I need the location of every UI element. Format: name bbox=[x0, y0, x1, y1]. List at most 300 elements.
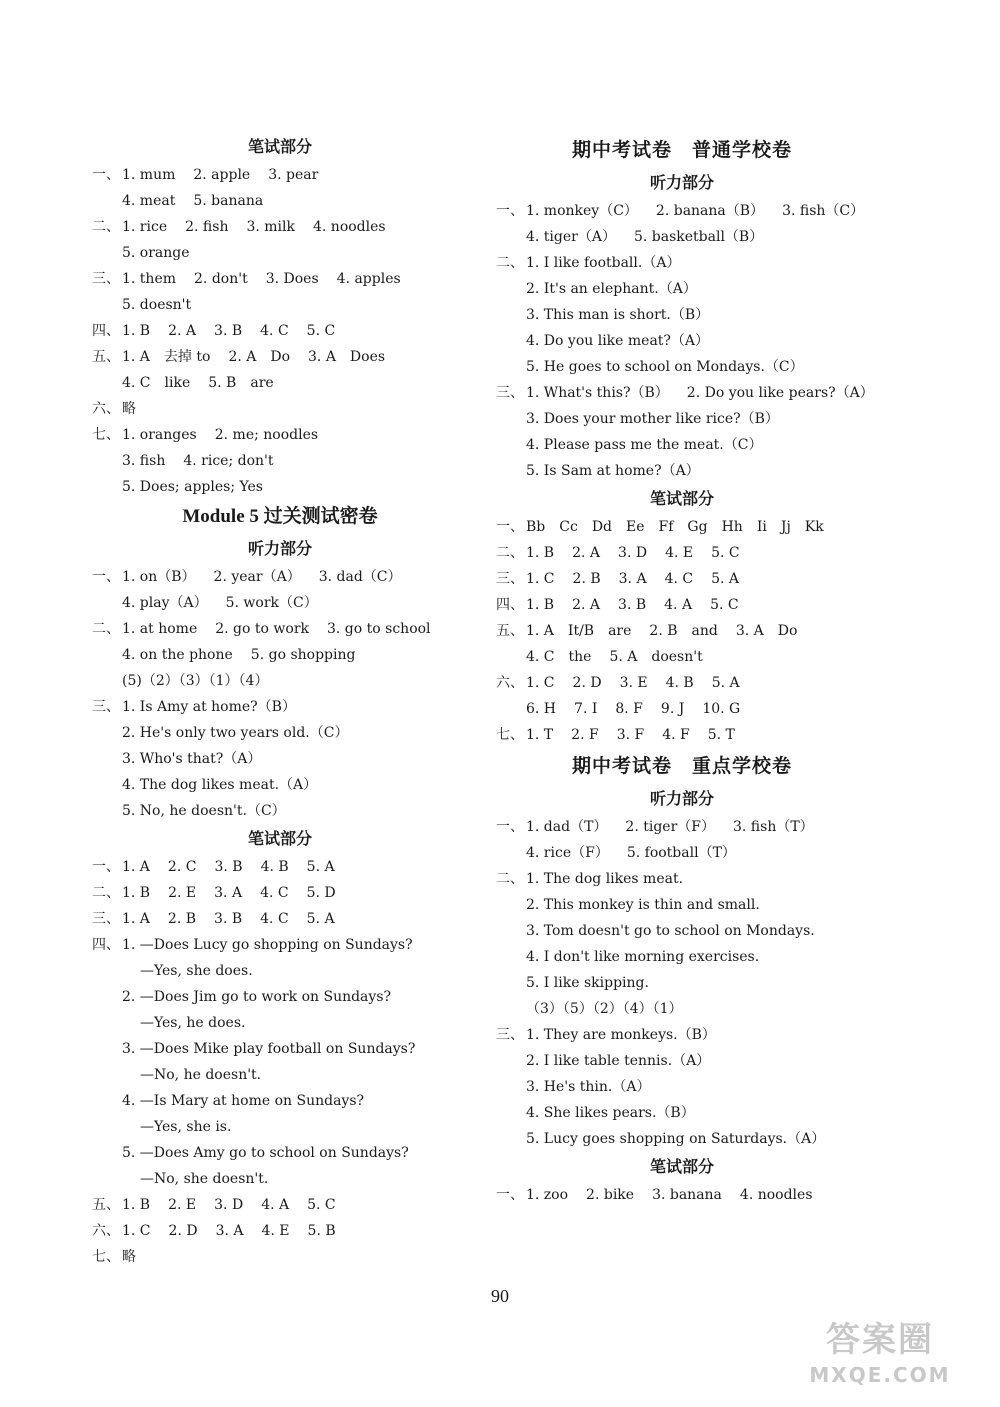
answer-item: 1. What's this?（B） bbox=[526, 385, 669, 401]
answer-item: 10. G bbox=[702, 701, 741, 717]
answer-row bbox=[92, 932, 482, 958]
section-heading: 听力部分 bbox=[649, 789, 714, 808]
question-number: 一、 bbox=[92, 167, 120, 183]
question-number bbox=[92, 1088, 122, 1114]
answer-item: 3. pear bbox=[268, 167, 319, 183]
section-heading: 笔试部分 bbox=[649, 489, 714, 508]
answer-item: 4. I don't like morning exercises. bbox=[526, 949, 760, 965]
answer-item: 2. He's only two years old.（C） bbox=[122, 725, 349, 741]
answer-row bbox=[92, 958, 482, 984]
question-number: 三、 bbox=[496, 385, 524, 401]
answer-row bbox=[496, 722, 916, 748]
answer-item: 3. D bbox=[618, 545, 648, 561]
answer-item: 5. Does; apples; Yes bbox=[122, 479, 263, 495]
question-number bbox=[92, 1062, 122, 1088]
answer-row bbox=[92, 694, 482, 720]
answer-item: 8. F bbox=[615, 701, 643, 717]
answer-item: Cc bbox=[559, 519, 578, 535]
answer-item: 5. Lucy goes shopping on Saturdays.（A） bbox=[526, 1131, 826, 1147]
answer-row bbox=[92, 854, 482, 880]
section-heading: 笔试部分 bbox=[247, 829, 312, 848]
answer-item: —No, he doesn't. bbox=[140, 1067, 262, 1083]
answer-item: 3. B bbox=[214, 323, 243, 339]
answer-item: 2. B bbox=[167, 911, 197, 927]
answer-item: 2. D bbox=[168, 1223, 198, 1239]
question-number: 一、 bbox=[496, 519, 524, 535]
answer-item: —Yes, she is. bbox=[140, 1119, 232, 1135]
answer-row bbox=[92, 880, 482, 906]
question-number: 一、 bbox=[496, 1187, 524, 1203]
question-number bbox=[92, 590, 122, 616]
question-number bbox=[92, 772, 122, 798]
answer-row bbox=[92, 798, 482, 824]
answer-item: (5)（2）（3）（1）（4） bbox=[122, 673, 269, 689]
answer-row bbox=[496, 328, 916, 354]
answer-item: 2. F bbox=[571, 727, 599, 743]
question-number: 七、 bbox=[92, 427, 120, 443]
answer-item: 2. tiger（F） bbox=[625, 819, 715, 835]
answer-item: 3. E bbox=[619, 675, 648, 691]
question-number: 五、 bbox=[496, 623, 524, 639]
question-number: 四、 bbox=[496, 597, 524, 613]
answer-item: 2. A Do bbox=[228, 349, 291, 365]
question-number bbox=[496, 918, 526, 944]
answer-item: 1. A bbox=[122, 911, 150, 927]
answer-item: 4. meat bbox=[122, 193, 176, 209]
answer-item: 1. A bbox=[122, 859, 150, 875]
answer-row bbox=[92, 396, 482, 422]
question-number bbox=[496, 970, 526, 996]
answer-row bbox=[496, 918, 916, 944]
answer-item: Dd bbox=[591, 519, 612, 535]
answer-item: 1. them bbox=[122, 271, 177, 287]
answer-row bbox=[496, 1074, 916, 1100]
question-number: 一、 bbox=[496, 819, 524, 835]
answer-row bbox=[92, 668, 482, 694]
answer-item: 2. A bbox=[572, 597, 601, 613]
answer-row bbox=[92, 370, 482, 396]
answer-item: 1. oranges bbox=[122, 427, 197, 443]
question-number bbox=[496, 1074, 526, 1100]
answer-item: 1. C bbox=[526, 571, 555, 587]
answer-row bbox=[92, 1140, 482, 1166]
answer-row bbox=[92, 292, 482, 318]
answer-item: 3. A Does bbox=[308, 349, 386, 365]
answer-row bbox=[92, 1218, 482, 1244]
answer-row bbox=[92, 590, 482, 616]
answer-row bbox=[496, 514, 916, 540]
answer-item: 3. fish（T） bbox=[733, 819, 814, 835]
answer-item: 1. at home bbox=[122, 621, 198, 637]
answer-item: 4. play（A） bbox=[122, 595, 208, 611]
answer-item: 4. E bbox=[665, 545, 694, 561]
question-number: 七、 bbox=[496, 727, 524, 743]
question-number bbox=[496, 432, 526, 458]
answer-row bbox=[496, 1048, 916, 1074]
answer-item: 5. A bbox=[306, 911, 335, 927]
answer-row bbox=[92, 1192, 482, 1218]
answer-row bbox=[92, 1010, 482, 1036]
answer-item: 5. A bbox=[711, 571, 740, 587]
question-number bbox=[92, 240, 122, 266]
answer-row bbox=[496, 406, 916, 432]
answer-row bbox=[92, 564, 482, 590]
answer-item: 5. go shopping bbox=[250, 647, 356, 663]
answer-item: 1. B bbox=[122, 885, 151, 901]
question-number bbox=[496, 406, 526, 432]
watermark-line1: 答案圈 bbox=[826, 1320, 934, 1360]
answer-item: 1. A 去掉 to bbox=[122, 349, 211, 365]
question-number: 二、 bbox=[92, 621, 120, 637]
answer-item: 4. She likes pears.（B） bbox=[526, 1105, 695, 1121]
question-number: 三、 bbox=[496, 1027, 524, 1043]
question-number bbox=[92, 958, 122, 984]
answer-item: 2. I like table tennis.（A） bbox=[526, 1053, 711, 1069]
answer-item: 1. C bbox=[526, 675, 555, 691]
answer-item: 4. C bbox=[260, 885, 289, 901]
answer-item: 2. D bbox=[572, 675, 602, 691]
answer-row bbox=[92, 422, 482, 448]
answer-item: 2. banana（B） bbox=[655, 203, 765, 219]
question-number bbox=[496, 644, 526, 670]
answer-item: 5. D bbox=[306, 885, 336, 901]
answer-item: 1. dad（T） bbox=[526, 819, 608, 835]
answer-item: 4. C bbox=[260, 323, 289, 339]
answer-item: 3. Does your mother like rice?（B） bbox=[526, 411, 779, 427]
answer-item: 4. C the bbox=[526, 649, 592, 665]
answer-item: 1. zoo bbox=[526, 1187, 569, 1203]
answer-item: 2. apple bbox=[193, 167, 251, 183]
answer-item: 1. on（B） bbox=[122, 569, 196, 585]
question-number bbox=[92, 798, 122, 824]
answer-item: 2. go to work bbox=[215, 621, 309, 637]
answer-item: 1. Is Amy at home?（B） bbox=[122, 699, 296, 715]
answer-row bbox=[496, 224, 916, 250]
question-number bbox=[496, 840, 526, 866]
question-number: 四、 bbox=[92, 937, 120, 953]
page-number: 90 bbox=[491, 1286, 509, 1306]
answer-item: 2. B and bbox=[649, 623, 718, 639]
answer-row bbox=[496, 1100, 916, 1126]
question-number: 一、 bbox=[92, 859, 120, 875]
section-heading: 笔试部分 bbox=[247, 137, 312, 156]
question-number: 四、 bbox=[92, 323, 120, 339]
answer-item: 9. J bbox=[660, 701, 685, 717]
answer-item: 5. football（T） bbox=[626, 845, 736, 861]
answer-row bbox=[496, 944, 916, 970]
answer-item: 1. The dog likes meat. bbox=[526, 871, 684, 887]
section-heading: 笔试部分 bbox=[649, 1157, 714, 1176]
answer-row bbox=[92, 1244, 482, 1270]
answer-row bbox=[92, 906, 482, 932]
answer-item: 2. —Does Jim go to work on Sundays? bbox=[122, 989, 392, 1005]
watermark-logo bbox=[780, 1318, 980, 1398]
answer-item: Ee bbox=[626, 519, 645, 535]
question-number: 一、 bbox=[496, 203, 524, 219]
answer-item: 2. bike bbox=[586, 1187, 635, 1203]
answer-row bbox=[496, 996, 916, 1022]
answer-item: 1. —Does Lucy go shopping on Sundays? bbox=[122, 937, 413, 953]
watermark-line2: MXQE.COM bbox=[809, 1363, 951, 1387]
answer-item: 6. H bbox=[526, 701, 557, 717]
answer-item: Jj bbox=[780, 519, 791, 535]
answer-item: 3. A bbox=[214, 885, 243, 901]
answer-item: 3. He's thin.（A） bbox=[526, 1079, 651, 1095]
answer-item: 3. milk bbox=[246, 219, 295, 235]
question-number bbox=[496, 458, 526, 484]
answer-row bbox=[496, 644, 916, 670]
answer-row bbox=[92, 1088, 482, 1114]
question-number bbox=[92, 1114, 122, 1140]
answer-item: 4. tiger（A） bbox=[526, 229, 616, 245]
answer-row bbox=[496, 866, 916, 892]
answer-row bbox=[92, 642, 482, 668]
answer-row bbox=[92, 1114, 482, 1140]
answer-row bbox=[496, 1022, 916, 1048]
question-number: 五、 bbox=[92, 349, 120, 365]
question-number bbox=[496, 276, 526, 302]
answer-item: 略 bbox=[122, 1249, 136, 1265]
answer-item: 5. —Does Amy go to school on Sundays? bbox=[122, 1145, 409, 1161]
answer-item: 1. B bbox=[122, 1197, 151, 1213]
question-number bbox=[92, 448, 122, 474]
answer-row bbox=[496, 618, 916, 644]
answer-item: 2. This monkey is thin and small. bbox=[526, 897, 760, 913]
section-heading: 期中考试卷 普通学校卷 bbox=[571, 139, 792, 161]
answer-item: 3. dad（C） bbox=[318, 569, 402, 585]
answer-item: 4. C bbox=[664, 571, 694, 587]
question-number: 二、 bbox=[496, 545, 524, 561]
question-number bbox=[92, 720, 122, 746]
question-number bbox=[92, 292, 122, 318]
answer-item: 3. B bbox=[214, 911, 243, 927]
answer-row bbox=[496, 380, 916, 406]
question-number: 三、 bbox=[92, 271, 120, 287]
answer-item: 5. basketball（B） bbox=[633, 229, 764, 245]
answer-row bbox=[92, 746, 482, 772]
question-number bbox=[496, 892, 526, 918]
answer-item: 5. orange bbox=[122, 245, 190, 261]
answer-item: 3. F bbox=[616, 727, 645, 743]
section-heading: 期中考试卷 重点学校卷 bbox=[571, 755, 792, 777]
answer-row bbox=[92, 720, 482, 746]
answer-item: 2. Do you like pears?（A） bbox=[686, 385, 874, 401]
question-number: 三、 bbox=[92, 911, 120, 927]
answer-item: 3. Does bbox=[265, 271, 319, 287]
answer-item: 1. T bbox=[526, 727, 554, 743]
answer-item: 5. A bbox=[711, 675, 740, 691]
answer-item: Ff bbox=[658, 519, 674, 535]
answer-item: 4. rice; don't bbox=[183, 453, 274, 469]
answer-row bbox=[92, 1166, 482, 1192]
answer-item: Kk bbox=[804, 519, 824, 535]
answer-item: 4. C like bbox=[122, 375, 191, 391]
answer-item: 1. They are monkeys.（B） bbox=[526, 1027, 716, 1043]
answer-item: 5. B are bbox=[208, 375, 274, 391]
question-number bbox=[92, 1140, 122, 1166]
answer-item: 5. No, he doesn't.（C） bbox=[122, 803, 286, 819]
question-number bbox=[496, 944, 526, 970]
answer-item: 1. mum bbox=[122, 167, 176, 183]
answer-row bbox=[496, 970, 916, 996]
answer-item: 2. me; noodles bbox=[214, 427, 319, 443]
question-number bbox=[496, 1048, 526, 1074]
answer-item: 3. banana bbox=[652, 1187, 722, 1203]
answer-item: 2. B bbox=[572, 571, 601, 587]
answer-row bbox=[92, 1036, 482, 1062]
answer-row bbox=[496, 670, 916, 696]
answer-item: 3. A bbox=[215, 1223, 244, 1239]
answer-item: 4. A bbox=[261, 1197, 290, 1213]
question-number bbox=[496, 1126, 526, 1152]
answer-item: 3. B bbox=[618, 597, 647, 613]
answer-item: Gg bbox=[687, 519, 708, 535]
answer-item: 2. A bbox=[572, 545, 601, 561]
answer-row bbox=[496, 696, 916, 722]
answer-row bbox=[92, 448, 482, 474]
answer-item: 1. B bbox=[526, 545, 555, 561]
answer-item: 5. C bbox=[710, 597, 739, 613]
question-number bbox=[496, 354, 526, 380]
answer-item: 2. It's an elephant.（A） bbox=[526, 281, 697, 297]
question-number bbox=[92, 1010, 122, 1036]
answer-item: 5. I like skipping. bbox=[526, 975, 649, 991]
answer-item: 3. A bbox=[618, 571, 647, 587]
answer-item: —Yes, he does. bbox=[140, 1015, 246, 1031]
answer-row bbox=[496, 892, 916, 918]
answer-item: —Yes, she does. bbox=[140, 963, 253, 979]
answer-item: 1. B bbox=[526, 597, 555, 613]
answer-item: 2. A bbox=[168, 323, 197, 339]
question-number bbox=[92, 474, 122, 500]
answer-item: 3. Tom doesn't go to school on Mondays. bbox=[526, 923, 815, 939]
question-number: 二、 bbox=[496, 871, 524, 887]
answer-row bbox=[92, 214, 482, 240]
answer-row bbox=[496, 250, 916, 276]
left-column bbox=[92, 132, 482, 1270]
answer-row bbox=[92, 616, 482, 642]
answer-item: 4. C bbox=[260, 911, 289, 927]
answer-item: 3. B bbox=[214, 859, 243, 875]
answer-item: 4. B bbox=[260, 859, 289, 875]
section-heading: 听力部分 bbox=[649, 173, 714, 192]
answer-item: 3. This man is short.（B） bbox=[526, 307, 710, 323]
answer-item: 3. Who's that?（A） bbox=[122, 751, 262, 767]
answer-row bbox=[496, 540, 916, 566]
answer-item: 4. F bbox=[662, 727, 690, 743]
answer-row bbox=[496, 1182, 916, 1208]
question-number bbox=[92, 984, 122, 1010]
question-number: 二、 bbox=[496, 255, 524, 271]
answer-item: 4. rice（F） bbox=[526, 845, 609, 861]
answer-row bbox=[496, 354, 916, 380]
answer-item: 5. He goes to school on Mondays.（C） bbox=[526, 359, 804, 375]
answer-item: 3. fish（C） bbox=[782, 203, 865, 219]
answer-item: Ii bbox=[756, 519, 767, 535]
answer-row bbox=[92, 984, 482, 1010]
answer-item: 5. T bbox=[707, 727, 735, 743]
question-number bbox=[496, 302, 526, 328]
section-heading: 听力部分 bbox=[247, 539, 312, 558]
answer-item: 5. C bbox=[307, 1197, 336, 1213]
section-heading: Module 5 过关测试密卷 bbox=[182, 506, 378, 527]
answer-item: 4. The dog likes meat.（A） bbox=[122, 777, 318, 793]
question-number: 二、 bbox=[92, 219, 120, 235]
question-number: 六、 bbox=[92, 401, 120, 417]
answer-row bbox=[496, 198, 916, 224]
answer-row bbox=[92, 162, 482, 188]
answer-item: 5. Is Sam at home?（A） bbox=[526, 463, 700, 479]
question-number bbox=[496, 696, 526, 722]
question-number bbox=[496, 328, 526, 354]
answer-item: 5. banana bbox=[193, 193, 264, 209]
answer-item: 2. E bbox=[168, 1197, 197, 1213]
answer-item: 2. fish bbox=[185, 219, 229, 235]
answer-item: 1. I like football.（A） bbox=[526, 255, 681, 271]
answer-item: 4. —Is Mary at home on Sundays? bbox=[122, 1093, 365, 1109]
answer-item: 2. C bbox=[167, 859, 197, 875]
answer-item: 5. doesn't bbox=[122, 297, 192, 313]
answer-row bbox=[496, 458, 916, 484]
answer-item: 1. A It/B are bbox=[526, 623, 632, 639]
answer-row bbox=[92, 266, 482, 292]
answer-item: 5. A bbox=[306, 859, 335, 875]
answer-item: （3）（5）（2）（4）（1） bbox=[526, 1001, 683, 1017]
answer-row bbox=[92, 188, 482, 214]
answer-row bbox=[92, 474, 482, 500]
question-number bbox=[496, 1100, 526, 1126]
answer-row bbox=[92, 344, 482, 370]
question-number bbox=[92, 370, 122, 396]
question-number: 三、 bbox=[92, 699, 120, 715]
answer-row bbox=[496, 566, 916, 592]
answer-item: 4. on the phone bbox=[122, 647, 233, 663]
question-number bbox=[92, 668, 122, 694]
answer-item: 4. B bbox=[665, 675, 694, 691]
answer-item: 5. C bbox=[306, 323, 336, 339]
answer-row bbox=[496, 276, 916, 302]
question-number bbox=[92, 1166, 122, 1192]
answer-item: 1. rice bbox=[122, 219, 168, 235]
answer-item: 5. B bbox=[307, 1223, 336, 1239]
answer-item: 4. E bbox=[261, 1223, 290, 1239]
answer-item: 4. Please pass me the meat.（C） bbox=[526, 437, 763, 453]
question-number bbox=[92, 188, 122, 214]
answer-item: 4. noodles bbox=[739, 1187, 813, 1203]
answer-item: 2. don't bbox=[194, 271, 248, 287]
answer-item: Hh bbox=[721, 519, 743, 535]
answer-item: Bb bbox=[526, 519, 546, 535]
question-number bbox=[92, 1036, 122, 1062]
answer-row bbox=[92, 240, 482, 266]
answer-item: 3. D bbox=[214, 1197, 244, 1213]
right-column bbox=[496, 132, 916, 1208]
answer-item: 4. noodles bbox=[313, 219, 386, 235]
answer-row bbox=[92, 1062, 482, 1088]
answer-item: 3. —Does Mike play football on Sundays? bbox=[122, 1041, 416, 1057]
question-number bbox=[496, 996, 526, 1022]
question-number: 五、 bbox=[92, 1197, 120, 1213]
answer-row bbox=[496, 840, 916, 866]
question-number: 七、 bbox=[92, 1249, 120, 1265]
answer-row bbox=[92, 318, 482, 344]
answer-item: 略 bbox=[122, 401, 136, 417]
answer-item: 3. fish bbox=[122, 453, 166, 469]
answer-row bbox=[496, 302, 916, 328]
question-number bbox=[92, 746, 122, 772]
answer-item: 4. Do you like meat?（A） bbox=[526, 333, 710, 349]
answer-item: 4. A bbox=[664, 597, 693, 613]
